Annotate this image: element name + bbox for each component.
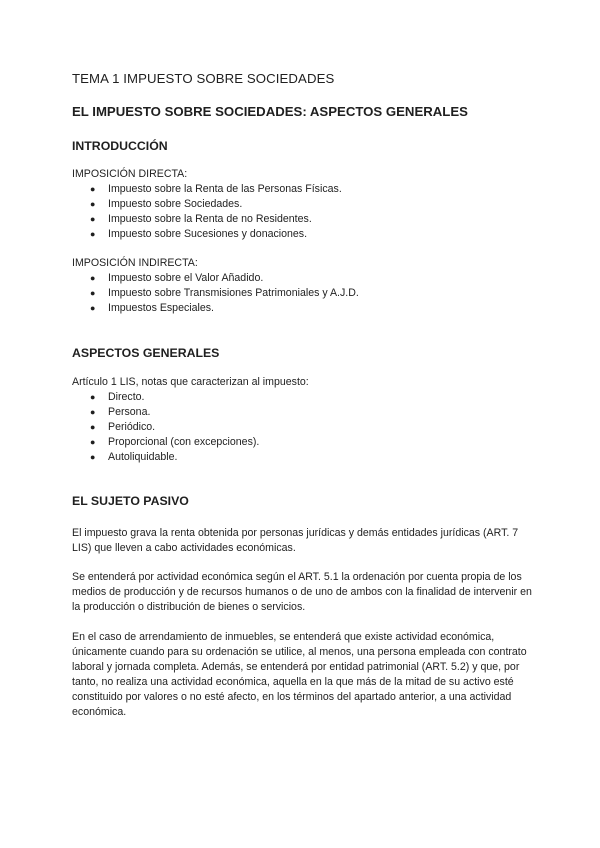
bullet-icon: ● [90,273,96,283]
sujeto-paragraph-3: En el caso de arrendamiento de inmuebles, se entenderá que existe actividad económica, únicamente cuando para su ordenación se utilice, al menos, una persona empleada con contrato laboral y jornada completa. Además, se entenderá por entidad patrimonial (ART. 5.2) y que, por tanto, no realiza una actividad económica, aquella en la que más de la mitad de su activo esté constituido por valores o no esté afecto, en los términos del apartado anterior, a una actividad económica. [72,631,527,718]
list-item: ● Impuestos Especiales. [90,302,214,314]
bullet-icon: ● [90,199,96,209]
imposicion-indirecta-list [72,271,359,316]
list-item: ● Impuesto sobre Sociedades. [90,198,243,210]
aspectos-heading: ASPECTOS GENERALES [72,346,220,360]
bullet-icon: ● [90,184,96,194]
bullet-icon: ● [90,422,96,432]
list-item: ● Impuesto sobre Sucesiones y donaciones. [90,228,308,240]
page-title: EL IMPUESTO SOBRE SOCIEDADES: ASPECTOS GENERALES [72,104,468,119]
list-item: ● Proporcional (con excepciones). [90,436,260,448]
list-item: ● Impuesto sobre Transmisiones Patrimoniales y A.J.D. [90,287,359,299]
list-item: ● Directo. [90,391,145,403]
imposicion-directa-list [72,182,342,242]
bullet-icon: ● [90,214,96,224]
sujeto-paragraph-1: El impuesto grava la renta obtenida por personas jurídicas y demás entidades jurídicas (ART. 7 LIS) que lleven a cabo actividades económicas. [72,527,519,554]
aspectos-list [72,390,259,465]
list-item: ● Impuesto sobre la Renta de no Residentes. [90,213,312,225]
aspectos-intro: Artículo 1 LIS, notas que caracterizan al impuesto: [72,376,309,388]
imposicion-indirecta-label: IMPOSICIÓN INDIRECTA: [72,257,198,269]
list-item: ● Persona. [90,406,151,418]
introduccion-heading: INTRODUCCIÓN [72,139,168,153]
bullet-icon: ● [90,288,96,298]
imposicion-directa-label: IMPOSICIÓN DIRECTA: [72,168,188,180]
list-item: ● Impuesto sobre la Renta de las Personas Físicas. [90,183,342,195]
sujeto-pasivo-heading: EL SUJETO PASIVO [72,494,189,508]
bullet-icon: ● [90,407,96,417]
bullet-icon: ● [90,392,96,402]
bullet-icon: ● [90,229,96,239]
bullet-icon: ● [90,437,96,447]
list-item: ● Periódico. [90,421,156,433]
sujeto-paragraph-2: Se entenderá por actividad económica según el ART. 5.1 la ordenación por cuenta propia de los medios de producción y de recursos humanos o de uno de ambos con la finalidad de intervenir en la producción o distribución de bienes o servicios. [72,571,532,613]
bullet-icon: ● [90,303,96,313]
bullet-icon: ● [90,452,96,462]
tema-title: TEMA 1 IMPUESTO SOBRE SOCIEDADES [72,71,335,86]
list-item: ● Autoliquidable. [90,451,178,463]
list-item: ● Impuesto sobre el Valor Añadido. [90,272,264,284]
